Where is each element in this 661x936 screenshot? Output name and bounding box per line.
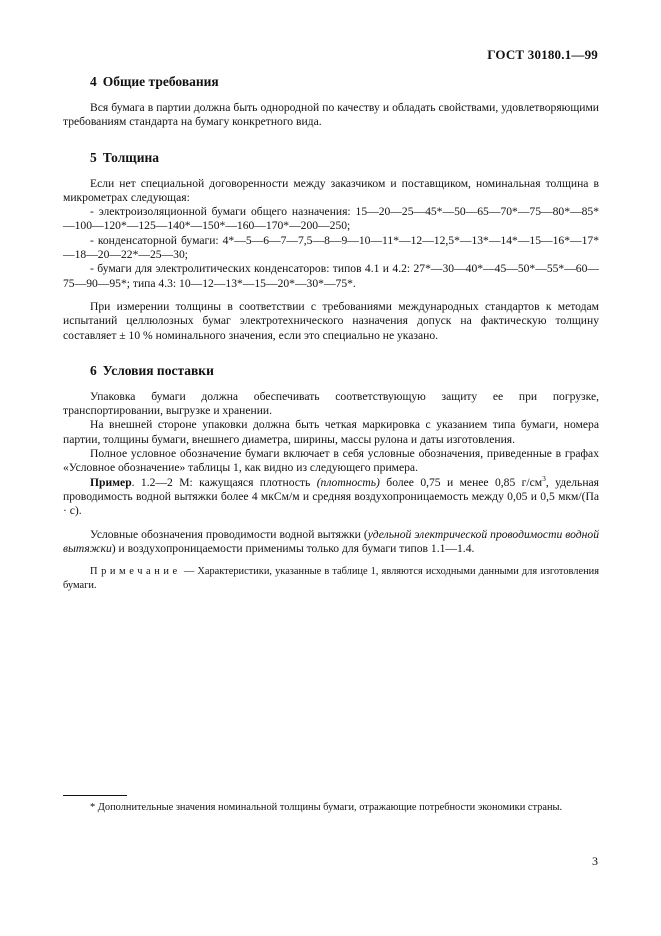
section-5	[63, 150, 599, 343]
example-text-a: . 1.2—2 М: кажущаяся плотность	[131, 475, 317, 489]
example-italic: (плотность)	[316, 475, 380, 489]
example-paragraph	[63, 473, 599, 519]
thickness-list-item-electrolytic: - бумаги для электролитических конденсаторов: типов 4.1 и 4.2: 27*—30—40*—45—50*—55*—60—75—90—95*; типа 4.3: 10—12—13*—15—20*—30*—75*.	[63, 262, 599, 290]
packaging-paragraph: Упаковка бумаги должна обеспечивать соответствующую защиту ее при погрузке, транспортировании, выгрузке и хранении.	[63, 389, 599, 418]
section-6-number: 6	[90, 362, 97, 378]
section-4	[63, 74, 599, 130]
section-5-title: Толщина	[102, 149, 159, 165]
note-text: — Характеристики, указанные в таблице 1, являются исходными данными для изготовления бумаги.	[63, 566, 599, 591]
note-label: Примечание	[90, 566, 181, 578]
section-4-heading	[90, 74, 599, 90]
page-number: 3	[592, 854, 598, 868]
applicability-text-b: ) и воздухопроницаемости применимы только для бумаги типов 1.1—1.4.	[111, 541, 475, 555]
section-4-paragraph: Вся бумага в партии должна быть однородной по качеству и обладать свойствами, удовлетворяющими требованиям стандарта на бумагу конкретного вида.	[63, 101, 599, 129]
section-5-heading	[90, 150, 599, 166]
section-6-heading	[90, 363, 599, 379]
marking-paragraph: На внешней стороне упаковки должна быть четкая маркировка с указанием типа бумаги, номера партии, толщины бумаги, внешнего диаметра, ширины, массы рулона и даты изготовления.	[63, 418, 599, 446]
example-text-b: более 0,75 и менее 0,85 г/см	[379, 475, 543, 489]
section-5-intro: Если нет специальной договоренности между заказчиком и поставщиком, номинальная толщина в микрометрах следующая:	[63, 176, 599, 204]
note-paragraph	[63, 565, 599, 592]
section-6-title: Условия поставки	[102, 362, 214, 378]
section-4-number: 4	[90, 74, 97, 89]
applicability-paragraph	[63, 528, 599, 557]
example-label: Пример	[90, 475, 132, 489]
standard-code: ГОСТ 30180.1—99	[487, 47, 598, 62]
thickness-list-item-capacitor: - конденсаторной бумаги: 4*—5—6—7—7,5—8—9—10—11*—12—12,5*—13*—14*—15—16*—17*—18—20—22*—25—30;	[63, 233, 599, 262]
designation-paragraph: Полное условное обозначение бумаги включает в себя условные обозначения, приведенные в графах «Условное обозначение» таблицы 1, как видно из следующего примера.	[63, 447, 599, 475]
applicability-text-a: Условные обозначения проводимости водной вытяжки (	[90, 527, 368, 541]
section-5-number: 5	[90, 149, 97, 165]
page-content	[63, 74, 599, 612]
example-superscript: 3	[542, 473, 546, 483]
applicability-italic: удельной электрической проводимости водной вытяжки	[63, 527, 599, 555]
example-text-c: , удельная проводимость водной вытяжки более 4 мкСм/м и средняя воздухопроницаемость между 0,05 и 0,5 мкм/(Па · с).	[63, 475, 599, 518]
section-5-tolerance-paragraph: При измерении толщины в соответствии с требованиями международных стандартов к методам испытаний целлюлозных бумаг электротехнического назначения допуск на фактическую толщину составляет ± 10 % номинального значения, если это специально не указано.	[63, 299, 599, 342]
section-4-title: Общие требования	[102, 74, 219, 89]
section-6	[63, 363, 599, 592]
footnote: * Дополнительные значения номинальной толщины бумаги, отражающие потребности экономики страны.	[90, 802, 563, 813]
footnote-separator	[63, 795, 127, 796]
thickness-list-item-general: - электроизоляционной бумаги общего назначения: 15—20—25—45*—50—65—70*—75—80*—85*—100—120*—125—140*—150*—160—170*—200—250;	[63, 205, 599, 233]
